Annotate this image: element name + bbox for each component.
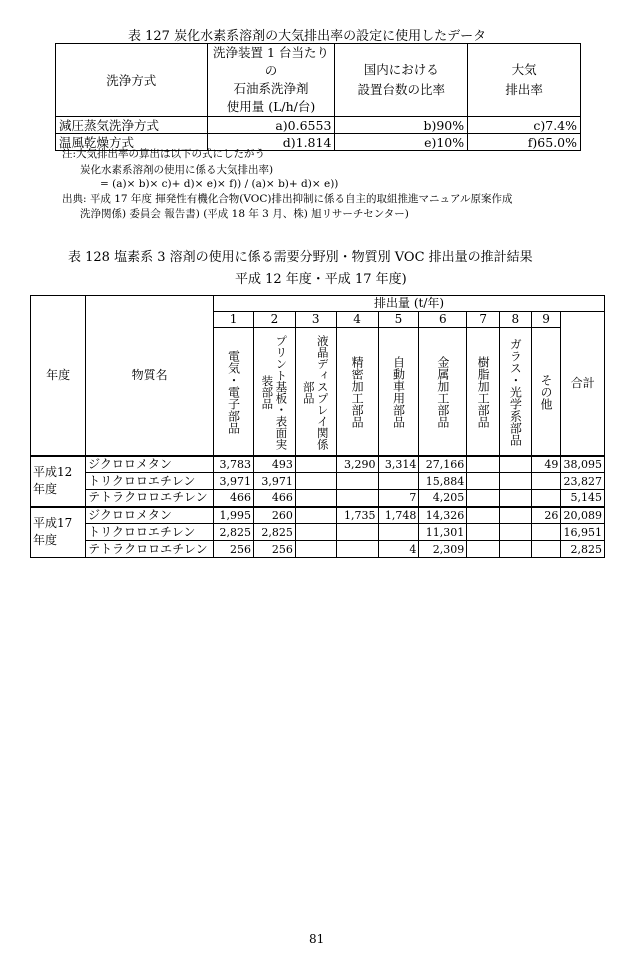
row-emission: c)7.4% [468,117,581,134]
header-emission: 排出量 (t/年) [214,296,605,312]
value-cell [467,490,500,507]
value-cell: 15,884 [419,473,467,490]
substance-name: テトラクロロエチレン [86,541,214,558]
value-cell [467,507,500,524]
value-cell [336,541,378,558]
substance-name: テトラクロロエチレン [86,490,214,507]
value-cell: 14,326 [419,507,467,524]
value-cell [378,473,419,490]
header-usage: 洗浄装置 1 台当たりの 石油系洗浄剤 使用量 (L/h/台) [207,44,335,117]
field-label: 自動車用部品 [378,328,419,456]
total-cell: 23,827 [561,473,605,490]
field-number: 4 [336,312,378,328]
field-label: ガラス・光学系部品 [499,328,531,456]
value-cell [499,473,531,490]
table-128-subcaption: 平成 12 年度・平成 17 年度) [235,272,407,287]
header-emission-rate: 大気 排出率 [468,44,581,117]
total-cell: 20,089 [561,507,605,524]
row-method: 減圧蒸気洗浄方式 [56,117,208,134]
value-cell [499,541,531,558]
value-cell: 260 [253,507,295,524]
page-number: 81 [309,932,325,946]
value-cell [378,524,419,541]
value-cell: 1,995 [214,507,254,524]
value-cell: 256 [214,541,254,558]
field-label: 電気・電子部品 [214,328,254,456]
value-cell: 3,290 [336,456,378,473]
value-cell: 2,825 [253,524,295,541]
header-method: 洗浄方式 [56,44,208,117]
table-127-caption: 表 127 炭化水素系溶剤の大気排出率の設定に使用したデータ [128,29,487,44]
value-cell [467,473,500,490]
value-cell [295,490,336,507]
value-cell: 3,314 [378,456,419,473]
value-cell: 49 [531,456,561,473]
total-cell: 16,951 [561,524,605,541]
value-cell [295,507,336,524]
source-line: 洗浄関係) 委員会 報告書) (平成 18 年 3 月、株) 旭リサーチセンター) [80,208,409,220]
value-cell: 4,205 [419,490,467,507]
value-cell [531,473,561,490]
value-cell: 1,748 [378,507,419,524]
header-total: 合計 [561,312,605,456]
value-cell: 2,825 [214,524,254,541]
value-cell [467,524,500,541]
field-label: 金属加工部品 [419,328,467,456]
value-cell: 26 [531,507,561,524]
value-cell: 466 [214,490,254,507]
field-number: 1 [214,312,254,328]
value-cell: 11,301 [419,524,467,541]
field-label: 精密加工部品 [336,328,378,456]
row-usage: a)0.6553 [207,117,335,134]
year-cell: 平成12年度 [31,456,86,507]
note-line: 注:大気排出率の算出は以下の式にしたがう [62,148,266,160]
table-128-caption: 表 128 塩素系 3 溶剤の使用に係る需要分野別・物質別 VOC 排出量の推計結果 [68,250,533,265]
note-formula: = (a)× b)× c)+ d)× e)× f)) / (a)× b)+ d)× e)) [100,178,339,190]
row-ratio: b)90% [335,117,468,134]
substance-name: トリクロロエチレン [86,524,214,541]
value-cell: 2,309 [419,541,467,558]
value-cell: 3,971 [214,473,254,490]
source-line: 出典: 平成 17 年度 揮発性有機化合物(VOC)排出抑制に係る自主的取組推進マニュアル原案作成 [62,193,513,205]
field-number: 2 [253,312,295,328]
field-label: 液晶ディスプレイ関係部品 [295,328,336,456]
field-number: 3 [295,312,336,328]
row-usage: d)1.814 [207,134,335,151]
value-cell [499,490,531,507]
value-cell [336,473,378,490]
field-number: 7 [467,312,500,328]
value-cell: 1,735 [336,507,378,524]
field-number: 5 [378,312,419,328]
field-label: その他 [531,328,561,456]
value-cell [336,524,378,541]
value-cell [295,473,336,490]
field-label: プリント基板・表面実装部品 [253,328,295,456]
value-cell: 3,783 [214,456,254,473]
value-cell [295,524,336,541]
value-cell [531,524,561,541]
table-127 [55,43,581,151]
value-cell [295,456,336,473]
total-cell: 2,825 [561,541,605,558]
field-number: 8 [499,312,531,328]
table-128 [30,295,605,558]
total-cell: 5,145 [561,490,605,507]
substance-name: ジクロロメタン [86,507,214,524]
value-cell [336,490,378,507]
value-cell [295,541,336,558]
header-substance: 物質名 [86,296,214,456]
field-number: 9 [531,312,561,328]
value-cell: 4 [378,541,419,558]
field-label: 樹脂加工部品 [467,328,500,456]
substance-name: ジクロロメタン [86,456,214,473]
header-year: 年度 [31,296,86,456]
note-line: 炭化水素系溶剤の使用に係る大気排出率) [80,164,274,176]
value-cell [531,490,561,507]
year-cell: 平成17年度 [31,507,86,558]
value-cell: 493 [253,456,295,473]
total-cell: 38,095 [561,456,605,473]
value-cell: 7 [378,490,419,507]
value-cell [499,507,531,524]
value-cell: 256 [253,541,295,558]
value-cell [467,456,500,473]
row-method: 温風乾燥方式 [56,134,208,151]
row-emission: f)65.0% [468,134,581,151]
value-cell [531,541,561,558]
value-cell [499,456,531,473]
value-cell: 466 [253,490,295,507]
value-cell [467,541,500,558]
value-cell: 3,971 [253,473,295,490]
value-cell [499,524,531,541]
substance-name: トリクロロエチレン [86,473,214,490]
value-cell: 27,166 [419,456,467,473]
row-ratio: e)10% [335,134,468,151]
field-number: 6 [419,312,467,328]
header-ratio: 国内における 設置台数の比率 [335,44,468,117]
